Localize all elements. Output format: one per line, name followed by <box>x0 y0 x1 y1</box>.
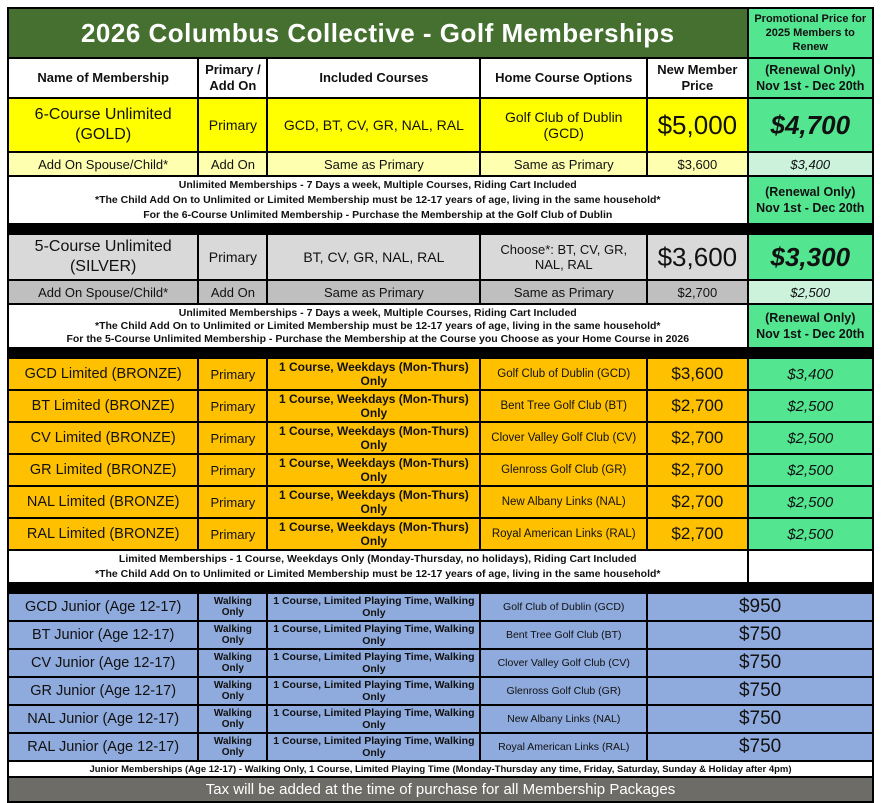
junior-courses-cell: 1 Course, Limited Playing Time, Walking Only <box>267 593 480 621</box>
bronze-type-cell: Primary <box>198 486 267 518</box>
bronze-notes-cell <box>8 550 748 583</box>
bronze-courses-cell: 1 Course, Weekdays (Mon-Thurs) Only <box>267 454 480 486</box>
silver-note-3: For the 5-Course Unlimited Membership - Purchase the Membership at the Course you Choose as your Home Course in 2026 <box>66 333 690 346</box>
junior-name-cell: GR Junior (Age 12-17) <box>8 677 198 705</box>
promo-header-cell: Promotional Price for 2025 Members to Renew <box>748 8 873 58</box>
junior-courses-cell: 1 Course, Limited Playing Time, Walking Only <box>267 649 480 677</box>
page-title <box>8 8 748 58</box>
silver-primary-row <box>8 234 873 280</box>
bronze-courses-cell: 1 Course, Weekdays (Mon-Thurs) Only <box>267 358 480 390</box>
junior-row-ral <box>8 733 873 761</box>
bronze-courses-cell: 1 Course, Weekdays (Mon-Thurs) Only <box>267 390 480 422</box>
gold-primary-row <box>8 98 873 152</box>
bronze-type-cell: Primary <box>198 358 267 390</box>
separator-bar <box>8 348 873 358</box>
silver-note-1: Unlimited Memberships - 7 Days a week, Multiple Courses, Riding Cart Included <box>178 306 577 319</box>
bronze-notes-row <box>8 550 873 583</box>
col-header-home: Home Course Options <box>480 58 647 98</box>
bronze-courses-cell: 1 Course, Weekdays (Mon-Thurs) Only <box>267 518 480 550</box>
bronze-price-cell: $2,700 <box>647 422 747 454</box>
col-header-renewal <box>748 58 873 98</box>
bronze-row-gcd <box>8 358 873 390</box>
junior-type-cell: Walking Only <box>198 649 267 677</box>
bronze-row-nal <box>8 486 873 518</box>
gold-notes-row <box>8 176 873 224</box>
gold-renewal-note-line2: Nov 1st - Dec 20th <box>756 201 865 215</box>
silver-addon-name-cell: Add On Spouse/Child* <box>8 280 198 304</box>
bronze-home-cell: Clover Valley Golf Club (CV) <box>480 422 647 454</box>
bronze-note-1: Limited Memberships - 1 Course, Weekdays Only (Monday-Thursday, no holidays), Riding Cart Included <box>118 553 637 566</box>
page-title-text: 2026 Columbus Collective - Golf Memberships <box>80 17 675 48</box>
bronze-price-cell: $2,700 <box>647 390 747 422</box>
gold-renewal-note-line1: (Renewal Only) <box>765 184 856 199</box>
junior-price-cell: $750 <box>647 677 873 705</box>
gold-name-cell: 6-Course Unlimited (GOLD) <box>8 98 198 152</box>
bronze-price-cell: $2,700 <box>647 454 747 486</box>
silver-courses-cell: BT, CV, GR, NAL, RAL <box>267 234 480 280</box>
bronze-row-bt <box>8 390 873 422</box>
bronze-row-cv <box>8 422 873 454</box>
silver-addon-courses-cell: Same as Primary <box>267 280 480 304</box>
bronze-home-cell: Bent Tree Golf Club (BT) <box>480 390 647 422</box>
gold-home-cell: Golf Club of Dublin (GCD) <box>480 98 647 152</box>
renewal-header-line2: Nov 1st - Dec 20th <box>756 79 865 93</box>
junior-type-cell: Walking Only <box>198 593 267 621</box>
section-separator <box>8 348 873 358</box>
junior-row-nal <box>8 705 873 733</box>
bronze-name-cell: GR Limited (BRONZE) <box>8 454 198 486</box>
junior-courses-cell: 1 Course, Limited Playing Time, Walking Only <box>267 621 480 649</box>
junior-price-cell: $750 <box>647 649 873 677</box>
junior-row-bt <box>8 621 873 649</box>
bronze-row-ral <box>8 518 873 550</box>
bronze-name-cell: CV Limited (BRONZE) <box>8 422 198 454</box>
bronze-renewal-cell: $2,500 <box>748 422 873 454</box>
bronze-note-2: *The Child Add On to Unlimited or Limited Membership must be 12-17 years of age, living in the same household* <box>94 567 661 580</box>
junior-name-cell: GCD Junior (Age 12-17) <box>8 593 198 621</box>
silver-type-cell: Primary <box>198 234 267 280</box>
silver-note-2: *The Child Add On to Unlimited or Limited Membership must be 12-17 years of age, living in the same household* <box>94 319 661 332</box>
junior-home-cell: Glenross Golf Club (GR) <box>480 677 647 705</box>
gold-courses-cell: GCD, BT, CV, GR, NAL, RAL <box>267 98 480 152</box>
separator-bar <box>8 583 873 593</box>
junior-price-cell: $750 <box>647 705 873 733</box>
junior-price-cell: $950 <box>647 593 873 621</box>
bronze-name-cell: RAL Limited (BRONZE) <box>8 518 198 550</box>
bronze-home-cell: Glenross Golf Club (GR) <box>480 454 647 486</box>
junior-home-cell: Clover Valley Golf Club (CV) <box>480 649 647 677</box>
silver-renewal-note-line1: (Renewal Only) <box>765 310 856 325</box>
gold-type-cell: Primary <box>198 98 267 152</box>
silver-notes-cell <box>8 304 748 348</box>
col-header-price: New Member Price <box>647 58 747 98</box>
junior-type-cell: Walking Only <box>198 705 267 733</box>
junior-price-cell: $750 <box>647 733 873 761</box>
junior-name-cell: BT Junior (Age 12-17) <box>8 621 198 649</box>
gold-addon-row <box>8 152 873 176</box>
bronze-renewal-cell: $3,400 <box>748 358 873 390</box>
junior-home-cell: New Albany Links (NAL) <box>480 705 647 733</box>
junior-type-cell: Walking Only <box>198 621 267 649</box>
col-header-courses: Included Courses <box>267 58 480 98</box>
bronze-notes-empty-cell <box>748 550 873 583</box>
bronze-name-cell: BT Limited (BRONZE) <box>8 390 198 422</box>
junior-row-gr <box>8 677 873 705</box>
gold-renewal-cell: $4,700 <box>748 98 873 152</box>
bronze-type-cell: Primary <box>198 422 267 454</box>
gold-note-1: Unlimited Memberships - 7 Days a week, Multiple Courses, Riding Cart Included <box>178 179 577 192</box>
gold-addon-type-cell: Add On <box>198 152 267 176</box>
junior-name-cell: RAL Junior (Age 12-17) <box>8 733 198 761</box>
footer-row <box>8 777 873 802</box>
junior-type-cell: Walking Only <box>198 677 267 705</box>
bronze-courses-cell: 1 Course, Weekdays (Mon-Thurs) Only <box>267 486 480 518</box>
bronze-renewal-cell: $2,500 <box>748 518 873 550</box>
silver-addon-home-cell: Same as Primary <box>480 280 647 304</box>
bronze-price-cell: $3,600 <box>647 358 747 390</box>
gold-addon-home-cell: Same as Primary <box>480 152 647 176</box>
gold-addon-name-cell: Add On Spouse/Child* <box>8 152 198 176</box>
section-separator <box>8 224 873 234</box>
junior-home-cell: Golf Club of Dublin (GCD) <box>480 593 647 621</box>
bronze-type-cell: Primary <box>198 390 267 422</box>
bronze-courses-cell: 1 Course, Weekdays (Mon-Thurs) Only <box>267 422 480 454</box>
gold-renewal-note-cell <box>748 176 873 224</box>
gold-note-3: For the 6-Course Unlimited Membership - Purchase the Membership at the Golf Club of Dublin <box>143 208 613 221</box>
silver-price-cell: $3,600 <box>647 234 747 280</box>
bronze-row-gr <box>8 454 873 486</box>
gold-addon-price-cell: $3,600 <box>647 152 747 176</box>
silver-name-cell: 5-Course Unlimited (SILVER) <box>8 234 198 280</box>
junior-courses-cell: 1 Course, Limited Playing Time, Walking Only <box>267 677 480 705</box>
bronze-price-cell: $2,700 <box>647 486 747 518</box>
silver-addon-price-cell: $2,700 <box>647 280 747 304</box>
bronze-renewal-cell: $2,500 <box>748 454 873 486</box>
bronze-type-cell: Primary <box>198 518 267 550</box>
junior-note-row <box>8 761 873 777</box>
bronze-home-cell: New Albany Links (NAL) <box>480 486 647 518</box>
gold-addon-renewal-cell: $3,400 <box>748 152 873 176</box>
bronze-home-cell: Royal American Links (RAL) <box>480 518 647 550</box>
bronze-renewal-cell: $2,500 <box>748 486 873 518</box>
bronze-type-cell: Primary <box>198 454 267 486</box>
bronze-price-cell: $2,700 <box>647 518 747 550</box>
section-separator <box>8 583 873 593</box>
bronze-home-cell: Golf Club of Dublin (GCD) <box>480 358 647 390</box>
bronze-renewal-cell: $2,500 <box>748 390 873 422</box>
junior-note-cell: Junior Memberships (Age 12-17) - Walking Only, 1 Course, Limited Playing Time (Monday-Thursday any time, Friday, Saturday, Sunday & Holiday after 4pm) <box>8 761 873 777</box>
gold-notes-cell <box>8 176 748 224</box>
gold-note-2: *The Child Add On to Unlimited or Limited Membership must be 12-17 years of age, living in the same household* <box>94 193 661 206</box>
silver-home-cell: Choose*: BT, CV, GR, NAL, RAL <box>480 234 647 280</box>
col-header-type: Primary / Add On <box>198 58 267 98</box>
renewal-header-line1: (Renewal Only) <box>765 62 856 77</box>
junior-courses-cell: 1 Course, Limited Playing Time, Walking Only <box>267 733 480 761</box>
membership-table <box>7 7 874 803</box>
col-header-name: Name of Membership <box>8 58 198 98</box>
silver-renewal-note-cell <box>748 304 873 348</box>
gold-addon-courses-cell: Same as Primary <box>267 152 480 176</box>
silver-renewal-cell: $3,300 <box>748 234 873 280</box>
separator-bar <box>8 224 873 234</box>
junior-name-cell: CV Junior (Age 12-17) <box>8 649 198 677</box>
gold-price-cell: $5,000 <box>647 98 747 152</box>
junior-type-cell: Walking Only <box>198 733 267 761</box>
junior-home-cell: Bent Tree Golf Club (BT) <box>480 621 647 649</box>
silver-notes-row <box>8 304 873 348</box>
bronze-name-cell: GCD Limited (BRONZE) <box>8 358 198 390</box>
bronze-name-cell: NAL Limited (BRONZE) <box>8 486 198 518</box>
silver-addon-type-cell: Add On <box>198 280 267 304</box>
junior-row-cv <box>8 649 873 677</box>
silver-addon-row <box>8 280 873 304</box>
junior-row-gcd <box>8 593 873 621</box>
junior-price-cell: $750 <box>647 621 873 649</box>
junior-name-cell: NAL Junior (Age 12-17) <box>8 705 198 733</box>
tax-footer-cell: Tax will be added at the time of purchase for all Membership Packages <box>8 777 873 802</box>
silver-renewal-note-line2: Nov 1st - Dec 20th <box>756 327 865 341</box>
junior-courses-cell: 1 Course, Limited Playing Time, Walking Only <box>267 705 480 733</box>
junior-home-cell: Royal American Links (RAL) <box>480 733 647 761</box>
silver-addon-renewal-cell: $2,500 <box>748 280 873 304</box>
